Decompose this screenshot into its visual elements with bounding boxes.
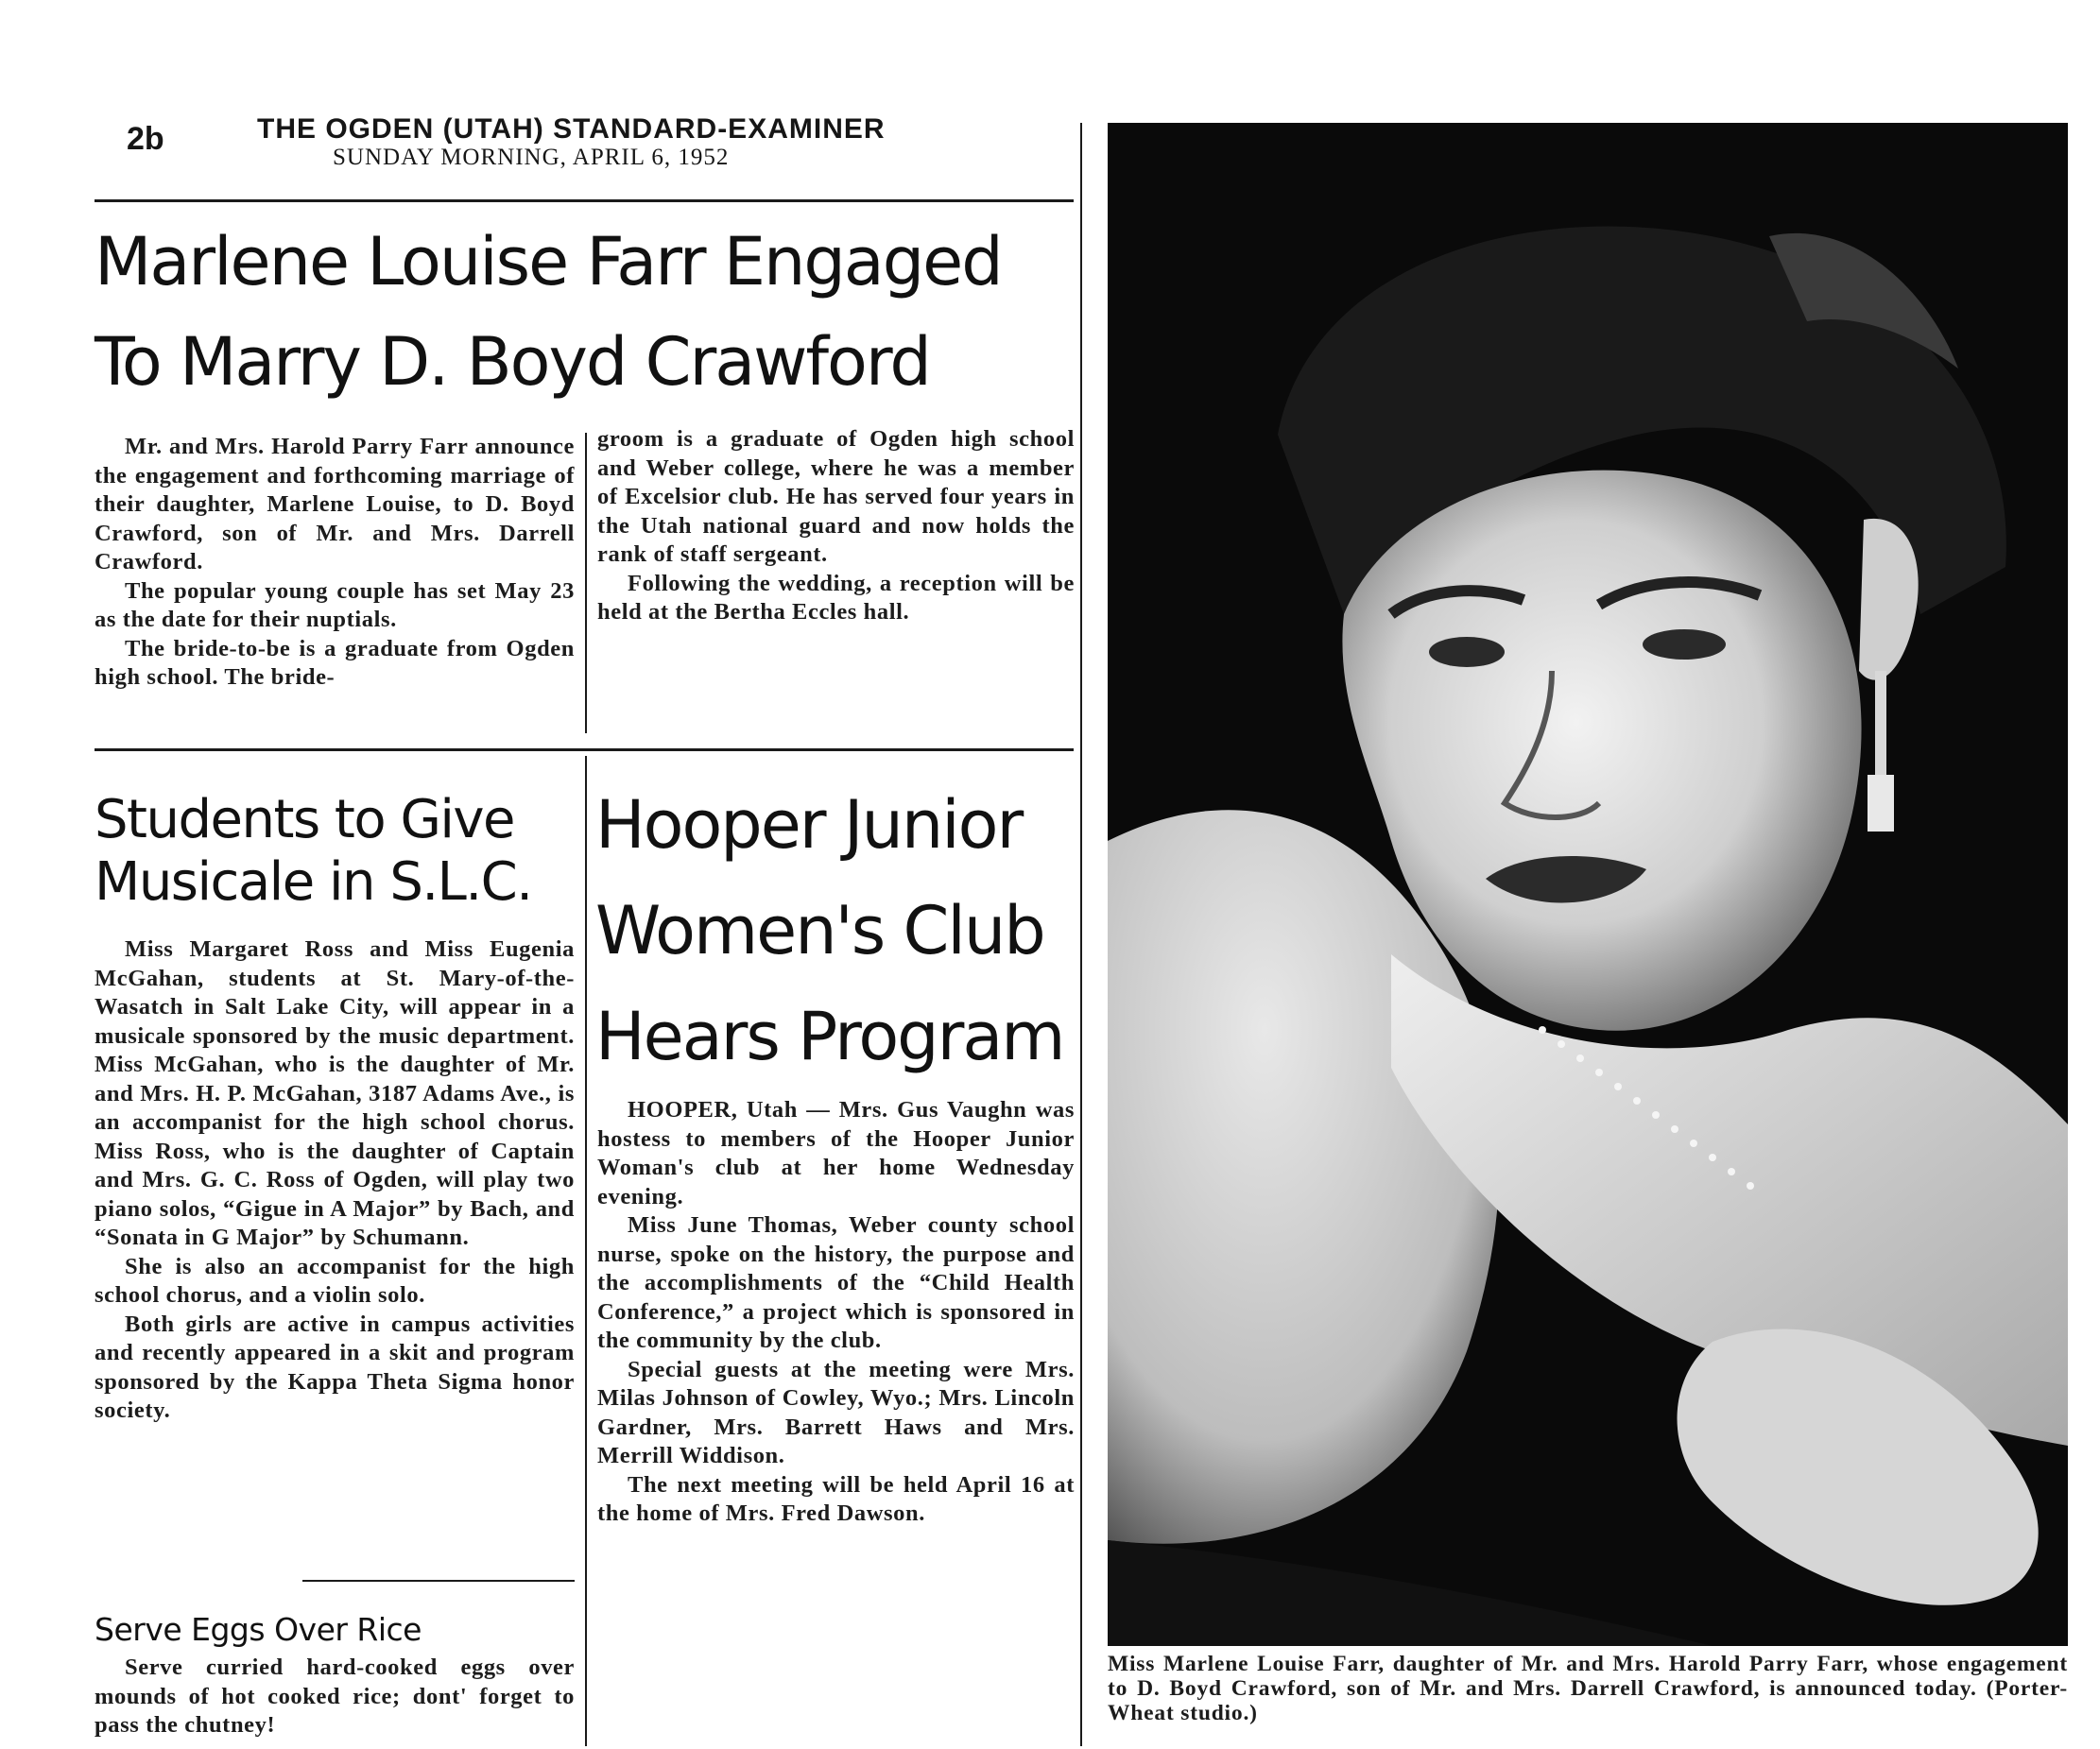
hooper-paragraph: Special guests at the meeting were Mrs. Milas Johnson of Cowley, Wyo.; Mrs. Lincoln Gardner, Mrs. Barrett Haws and Mrs. Merrill Widdison.	[597, 1356, 1075, 1468]
page-number: 2b	[127, 121, 164, 157]
hooper-headline-line2: Women's Club	[595, 892, 1044, 969]
hooper-paragraph: Miss June Thomas, Weber county school nurse, spoke on the history, the purpose and the accomplishments of the “Child Health Conference,” a project which is sponsored in the community by the club.	[597, 1212, 1075, 1353]
engagement-column-2	[597, 425, 1075, 627]
portrait-photo	[1108, 123, 2068, 1646]
newspaper-name: THE OGDEN (UTAH) STANDARD-EXAMINER	[257, 113, 886, 145]
hooper-headline-line3: Hears Program	[595, 998, 1064, 1075]
hooper-column	[597, 1096, 1075, 1529]
column-divider-story1	[585, 433, 587, 733]
eggs-paragraph: Serve curried hard-cooked eggs over mounds of hot cooked rice; dont' forget to pass the chutney!	[95, 1655, 575, 1738]
engagement-paragraph: The bride-to-be is a graduate from Ogden high school. The bride-	[95, 635, 575, 690]
portrait-illustration	[1108, 123, 2068, 1646]
engagement-paragraph: groom is a graduate of Ogden high school and Weber college, where he was a member of Excelsior club. He has served four years in the Utah national guard and now holds the rank of staff sergeant.	[597, 426, 1075, 567]
musicale-headline-line1: Students to Give	[95, 789, 514, 850]
masthead-rule	[95, 199, 1074, 202]
musicale-column	[95, 935, 575, 1426]
eggs-headline: Serve Eggs Over Rice	[95, 1611, 422, 1648]
engagement-paragraph: The popular young couple has set May 23 as the date for their nuptials.	[95, 577, 575, 632]
hooper-headline-line1: Hooper Junior	[595, 786, 1023, 864]
engagement-paragraph: Following the wedding, a reception will be held at the Bertha Eccles hall.	[597, 570, 1075, 625]
hooper-paragraph: The next meeting will be held April 16 at the home of Mrs. Fred Dawson.	[597, 1471, 1075, 1526]
column-divider-main	[1080, 123, 1082, 1746]
photo-caption: Miss Marlene Louise Farr, daughter of Mr. and Mrs. Harold Parry Farr, whose engagement to D. Boyd Crawford, son of Mr. and Mrs. Darrell Crawford, is announced today. (Porter-Wheat studio.)	[1108, 1652, 2068, 1725]
story-separator	[302, 1580, 575, 1582]
musicale-headline-line2: Musicale in S.L.C.	[95, 851, 532, 913]
engagement-column-1	[95, 433, 575, 693]
musicale-paragraph: Both girls are active in campus activities and recently appeared in a skit and program sponsored by the Kappa Theta Sigma honor society.	[95, 1311, 575, 1423]
engagement-headline-line2: To Marry D. Boyd Crawford	[95, 323, 930, 401]
eggs-column	[95, 1654, 575, 1740]
musicale-paragraph: Miss Margaret Ross and Miss Eugenia McGahan, students at St. Mary-of-the-Wasatch in Salt Lake City, will appear in a musicale sponsored by the music department. Miss McGahan, who is the daughter of Mr. and Mrs. H. P. McGahan, 3187 Adams Ave., is an accompanist for the high school chorus. Miss Ross, who is the daughter of Captain and Mrs. G. C. Ross of Ogden, will play two piano solos, “Gigue in A Major” by Bach, and “Sonata in G Major” by Schumann.	[95, 936, 575, 1250]
dateline: SUNDAY MORNING, APRIL 6, 1952	[333, 145, 730, 170]
engagement-headline-line1: Marlene Louise Farr Engaged	[95, 223, 1002, 300]
column-divider-lower	[585, 756, 587, 1746]
hooper-paragraph: HOOPER, Utah — Mrs. Gus Vaughn was hostess to members of the Hooper Junior Woman's club at her home Wednesday evening.	[597, 1097, 1075, 1209]
engagement-paragraph: Mr. and Mrs. Harold Parry Farr announce the engagement and forthcoming marriage of their daughter, Marlene Louise, to D. Boyd Crawford, son of Mr. and Mrs. Darrell Crawford.	[95, 434, 575, 574]
musicale-paragraph: She is also an accompanist for the high school chorus, and a violin solo.	[95, 1253, 575, 1308]
section-rule	[95, 748, 1074, 751]
